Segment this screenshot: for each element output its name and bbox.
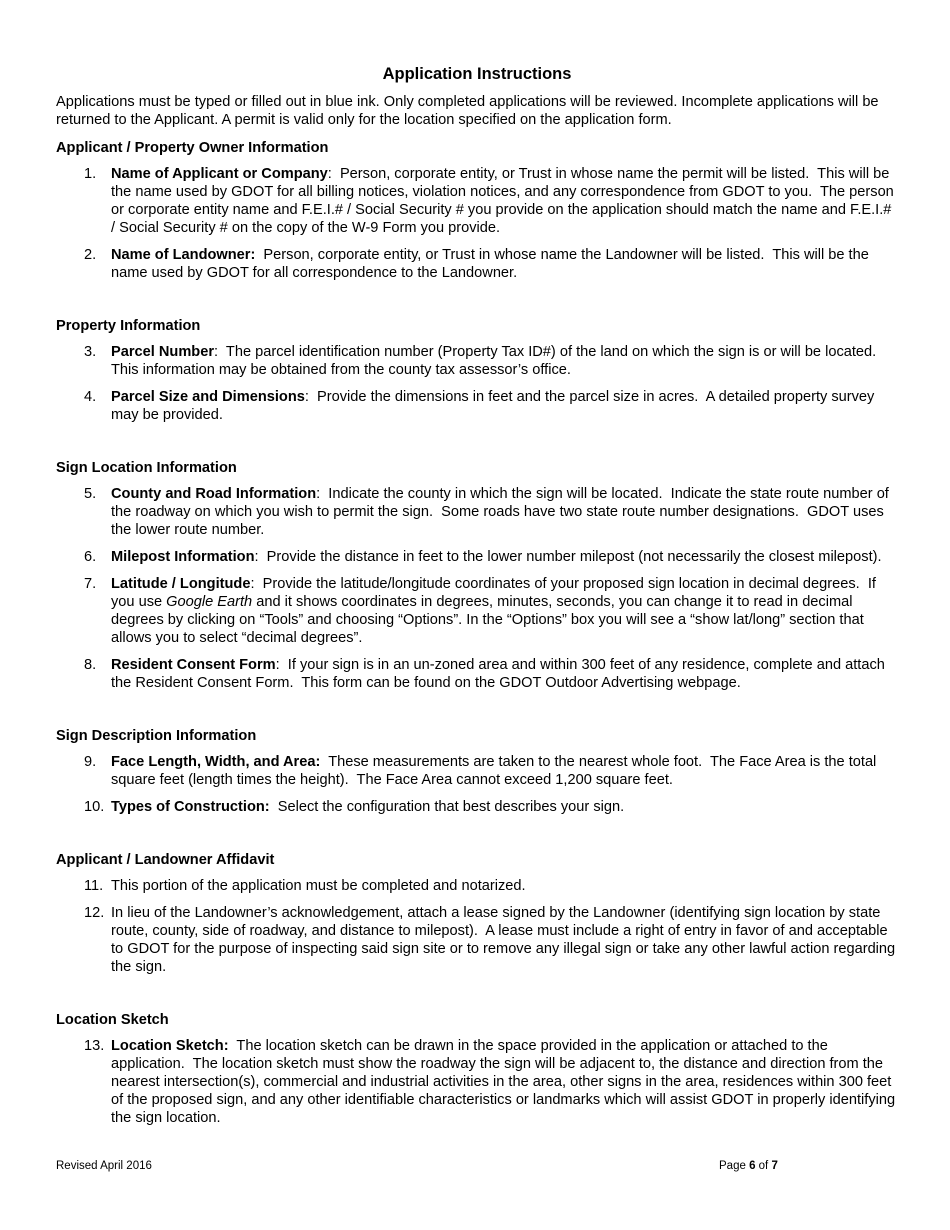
page-current: 6 <box>749 1160 756 1172</box>
section-heading: Applicant / Landowner Affidavit <box>56 852 275 868</box>
section-applicant-owner <box>56 139 898 282</box>
item-number: 13. <box>84 1038 105 1054</box>
item-label: Resident Consent Form <box>111 657 276 673</box>
page-total: 7 <box>771 1160 778 1172</box>
item-label-separator: : <box>275 657 280 673</box>
document-page <box>56 64 898 1136</box>
item-label-separator: : <box>250 576 255 592</box>
instruction-list <box>56 485 898 692</box>
item-label: Parcel Size and Dimensions <box>111 389 305 405</box>
item-text: Person, corporate entity, or Trust in whose name the Landowner will be listed. This will be the name used by GDOT for all correspondence to the Landowner. <box>111 247 873 281</box>
item-label: Milepost Information <box>111 549 255 565</box>
list-item <box>56 656 898 692</box>
item-number: 3. <box>84 344 97 360</box>
item-label: Latitude / Longitude <box>111 576 251 592</box>
item-label-separator: : <box>316 486 321 502</box>
item-text: The parcel identification number (Property Tax ID#) of the land on which the sign is or will be located. This information may be obtained from the county tax assessor’s office. <box>111 344 885 378</box>
item-text: Select the configuration that best describes your sign. <box>269 799 625 815</box>
page-title: Application Instructions <box>382 65 572 83</box>
section-affidavit <box>56 851 898 976</box>
footer-revised: Revised April 2016 <box>56 1160 152 1172</box>
item-number: 4. <box>84 389 97 405</box>
list-item <box>56 753 898 789</box>
list-item <box>56 388 898 424</box>
item-text: Provide the latitude/longitude coordinates of your proposed sign location in decimal degrees. If you use <box>111 576 880 610</box>
instruction-list <box>56 165 898 282</box>
instruction-list <box>56 753 898 816</box>
item-number: 2. <box>84 247 97 263</box>
item-label: Name of Applicant or Company <box>111 166 328 182</box>
page-mid: of <box>755 1160 772 1172</box>
item-text-continued: and it shows coordinates in degrees, minutes, seconds, you can change it to read in decimal degrees by clicking on “Tools” and choosing “Options”. In the “Options” box you will see a “show lat/long” section that allows you to select “decimal degrees”. <box>111 594 868 646</box>
item-text: Person, corporate entity, or Trust in whose name the permit will be listed. This will be the name used by GDOT for all billing notices, violation notices, and any correspondence from GDOT to you. The person or corporate entity name and F.E.I.# / Social Security # you provide on the application should match the name and F.E.I.# / Social Security # on the copy of the W-9 Form you provide. <box>111 166 898 236</box>
item-text: If your sign is in an un-zoned area and within 300 feet of any residence, complete and attach the Resident Consent Form. This form can be found on the GDOT Outdoor Advertising webpage. <box>111 657 889 691</box>
section-heading: Applicant / Property Owner Information <box>56 140 329 156</box>
item-text: Provide the dimensions in feet and the parcel size in acres. A detailed property survey may be provided. <box>111 389 879 423</box>
page-prefix: Page <box>719 1160 750 1172</box>
item-label: Types of Construction: <box>111 799 270 815</box>
list-item <box>56 343 898 379</box>
item-number: 12. <box>84 905 105 921</box>
section-sign-description <box>56 727 898 816</box>
list-item <box>56 904 898 976</box>
item-text: In lieu of the Landowner’s acknowledgement, attach a lease signed by the Landowner (identifying sign location by state route, county, side of roadway, and distance to milepost). A lease must include a right of entry in favor of and acceptable to GDOT for the purpose of inspecting said sign site or to remove any illegal sign or take any other lawful action regarding the sign. <box>111 905 900 975</box>
footer-page-number <box>719 1159 778 1173</box>
item-label: Parcel Number <box>111 344 215 360</box>
item-text: Provide the distance in feet to the lower number milepost (not necessarily the closest milepost). <box>258 549 882 565</box>
item-number: 11. <box>84 878 104 894</box>
instruction-list <box>56 1037 898 1127</box>
list-item <box>56 485 898 539</box>
item-label: County and Road Information <box>111 486 317 502</box>
item-number: 8. <box>84 657 97 673</box>
item-number: 10. <box>84 799 105 815</box>
item-label: Name of Landowner: <box>111 247 256 263</box>
instruction-list <box>56 877 898 976</box>
instruction-list <box>56 343 898 424</box>
item-label: Face Length, Width, and Area: <box>111 754 321 770</box>
item-number: 9. <box>84 754 97 770</box>
section-heading: Sign Location Information <box>56 460 237 476</box>
item-label-separator: : <box>214 344 219 360</box>
list-item <box>56 165 898 237</box>
item-text: The location sketch can be drawn in the space provided in the application or attached to the application. The location sketch must show the roadway the sign will be adjacent to, the distance and direction from the nearest intersection(s), commercial and industrial activities in the area, other signs in the area, residences within 300 feet of the proposed sign, and any other identifiable characteristics or landmarks which will assist GDOT in properly identifying the sign location. <box>111 1038 900 1126</box>
section-location-sketch <box>56 1011 898 1127</box>
list-item <box>56 1037 898 1127</box>
list-item <box>56 798 898 816</box>
list-item <box>56 877 898 895</box>
item-number: 5. <box>84 486 97 502</box>
list-item <box>56 575 898 647</box>
item-label-separator: : <box>254 549 259 565</box>
item-number: 1. <box>84 166 97 182</box>
item-text: Indicate the county in which the sign will be located. Indicate the state route number of the roadway on which you wish to permit the sign. Some roads have two state route number designations. GDOT uses the lower route number. <box>111 486 893 538</box>
section-heading: Location Sketch <box>56 1012 169 1028</box>
list-item <box>56 548 898 566</box>
item-text-italic: Google Earth <box>166 594 253 610</box>
item-text: This portion of the application must be completed and notarized. <box>111 878 526 894</box>
section-heading: Property Information <box>56 318 201 334</box>
item-number: 7. <box>84 576 97 592</box>
section-property <box>56 317 898 424</box>
item-label-separator: : <box>304 389 309 405</box>
item-text: These measurements are taken to the nearest whole foot. The Face Area is the total square feet (length times the height). The Face Area cannot exceed 1,200 square feet. <box>111 754 881 788</box>
item-label-separator: : <box>327 166 332 182</box>
intro-paragraph: Applications must be typed or filled out in blue ink. Only completed applications will be reviewed. Incomplete applications will be returned to the Applicant. A permit is valid only for the location specified on the application form. <box>56 94 879 128</box>
item-number: 6. <box>84 549 97 565</box>
section-sign-location <box>56 459 898 692</box>
section-heading: Sign Description Information <box>56 728 257 744</box>
item-label: Location Sketch: <box>111 1038 229 1054</box>
list-item <box>56 246 898 282</box>
